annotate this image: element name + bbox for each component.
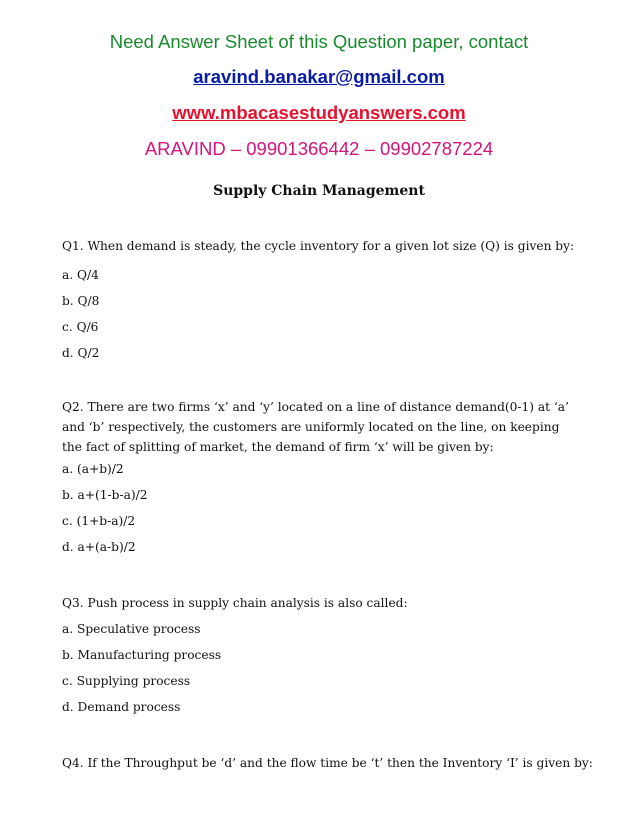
question-1: Q1. When demand is steady, the cycle inventory for a given lot size (Q) is given by: (62, 239, 575, 253)
email-link[interactable]: aravind.banakar@gmail.com (193, 66, 445, 87)
q3-option-c: c. Supplying process (62, 674, 191, 688)
contact-heading: Need Answer Sheet of this Question paper, contact (109, 31, 529, 52)
q1-option-d: d. Q/2 (62, 346, 100, 360)
q3-option-d: d. Demand process (62, 700, 181, 714)
q1-option-a: a. Q/4 (62, 268, 99, 282)
question-2: Q2. There are two firms ‘x’ and ‘y’ located on a line of distance demand(0-1) at ‘a’ and ‘b’ respectively, the customers are uniformly located on the line, on keeping the fact of splitting of market, the demand of firm ‘x’ will be given by: (62, 400, 569, 454)
q2-option-a: a. (a+b)/2 (62, 462, 124, 476)
phone-line: ARAVIND – 09901366442 – 09902787224 (144, 138, 494, 159)
question-3: Q3. Push process in supply chain analysis is also called: (62, 596, 408, 610)
q3-option-b: b. Manufacturing process (62, 648, 222, 662)
email-line (0, 66, 638, 88)
q2-option-d: d. a+(a-b)/2 (62, 540, 136, 554)
website-line (0, 102, 638, 124)
q2-option-c: c. (1+b-a)/2 (62, 514, 136, 528)
q1-option-b: b. Q/8 (62, 294, 100, 308)
q1-option-c: c. Q/6 (62, 320, 99, 334)
q2-option-b: b. a+(1-b-a)/2 (62, 488, 148, 502)
q3-option-a: a. Speculative process (62, 622, 201, 636)
question-4: Q4. If the Throughput be ‘d’ and the flow time be ‘t’ then the Inventory ‘I’ is given by: (62, 756, 593, 770)
website-link[interactable]: www.mbacasestudyanswers.com (172, 102, 466, 123)
document-title: Supply Chain Management (213, 183, 425, 199)
